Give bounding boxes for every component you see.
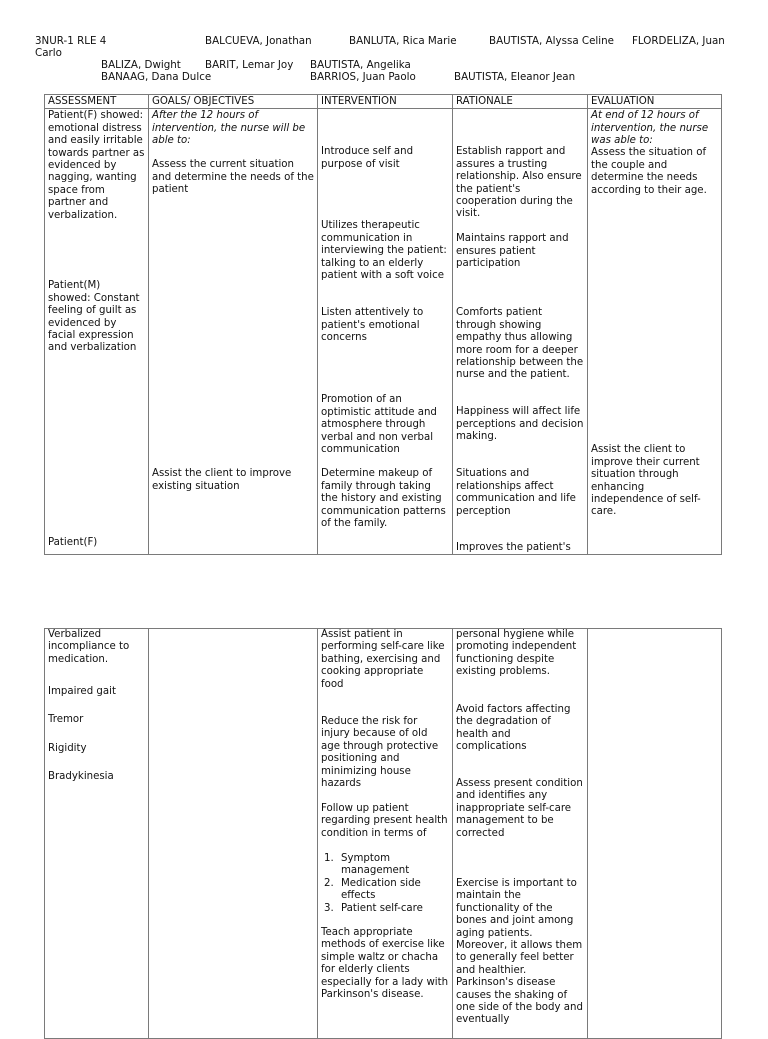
rationale-text: Establish rapport and assures a trusting relationship. Also ensure the patient's cooperation during the visit. <box>456 146 582 220</box>
rationale-text: Exercise is important to maintain the functionality of the bones and joint among aging patients. Moreover, it allows them to generally feel better and healthier. Parkinson's disease causes the shaking of one side of the body and eventually <box>456 878 583 1026</box>
goals-cell <box>149 629 318 1039</box>
member-name: BAUTISTA, Eleanor Jean <box>454 71 576 83</box>
table-row <box>45 109 722 555</box>
column-header-evaluation: EVALUATION <box>588 95 722 109</box>
column-header-rationale: RATIONALE <box>453 95 588 109</box>
goals-cell <box>149 109 318 555</box>
goal-text: Assist the client to improve existing situation <box>152 468 292 492</box>
evaluation-cell <box>588 109 722 555</box>
rationale-text: Maintains rapport and ensures patient participation <box>456 233 569 270</box>
care-plan-table-page-2 <box>44 628 722 1039</box>
list-item: 3. Patient self-care <box>324 902 423 914</box>
member-name: BARRIOS, Juan Paolo <box>310 71 416 83</box>
assessment-text: Verbalized incompliance to medication. <box>48 629 130 665</box>
column-header-goals: GOALS/ OBJECTIVES <box>149 95 318 109</box>
care-plan-table-page-1 <box>44 94 722 555</box>
intervention-text: Promotion of an optimistic attitude and atmosphere through verbal and non verbal communication <box>321 394 437 456</box>
column-header-assessment: ASSESSMENT <box>45 95 149 109</box>
intervention-text: Follow up patient regarding present health condition in terms of <box>321 803 448 839</box>
member-name: BANAAG, Dana Dulce <box>101 71 212 83</box>
course-code: 3NUR-1 RLE 4 <box>35 35 107 47</box>
goal-text: Assess the current situation and determine the needs of the patient <box>152 159 314 196</box>
assessment-cell <box>45 109 149 555</box>
intervention-text: Determine makeup of family through taking the history and existing communication patterns of the family. <box>321 468 446 530</box>
assessment-text: Patient(M) showed: Constant feeling of guilt as evidenced by facial expression and verbalization <box>48 280 140 354</box>
rationale-text: Comforts patient through showing empathy thus allowing more room for a deeper relationship between the nurse and the patient. <box>456 307 584 381</box>
column-header-intervention: INTERVENTION <box>318 95 453 109</box>
followup-list <box>321 853 449 915</box>
intervention-cell <box>318 109 453 555</box>
rationale-text: Avoid factors affecting the degradation of health and complications <box>456 704 571 753</box>
evaluation-text: Assist the client to improve their current situation through enhancing independence of self-care. <box>591 444 701 518</box>
evaluation-intro: At end of 12 hours of intervention, the nurse was able to: <box>591 110 709 147</box>
intervention-cell <box>318 629 453 1039</box>
rationale-cell <box>453 629 588 1039</box>
assessment-text: Patient(F) showed: emotional distress and easily irritable towards partner as evidenced by nagging, wanting space from partner and verbalization. <box>48 110 145 221</box>
rationale-text: Assess present condition and identifies any inappropriate self-care management to be corrected <box>456 778 583 839</box>
assessment-text: Patient(F) <box>48 537 98 549</box>
member-name: FLORDELIZA, Juan <box>632 35 725 47</box>
assessment-text: Impaired gait <box>48 686 116 697</box>
rationale-text: Happiness will affect life perceptions and decision making. <box>456 406 584 443</box>
assessment-text: Rigidity <box>48 743 87 754</box>
table-row <box>45 629 722 1039</box>
intervention-text: Assist patient in performing self-care like bathing, exercising and cooking appropriate food <box>321 629 445 690</box>
intervention-text: Listen attentively to patient's emotional concerns <box>321 307 424 344</box>
member-name: BALCUEVA, Jonathan <box>205 35 312 47</box>
member-name: BAUTISTA, Angelika <box>310 59 411 71</box>
intervention-text: Introduce self and purpose of visit <box>321 146 414 170</box>
list-item: 2. Medication side effects <box>324 877 421 902</box>
member-name: BARIT, Lemar Joy <box>205 59 294 71</box>
evaluation-cell <box>588 629 722 1039</box>
assessment-text: Tremor <box>48 714 84 725</box>
member-name: BAUTISTA, Alyssa Celine <box>489 35 615 47</box>
member-name-wrap: Carlo <box>35 47 62 59</box>
table-header-row <box>45 95 722 109</box>
rationale-text: personal hygiene while promoting independent functioning despite existing problems. <box>456 629 577 678</box>
member-name: BALIZA, Dwight <box>101 59 181 71</box>
intervention-text: Utilizes therapeutic communication in interviewing the patient: talking to an elderly patient with a soft voice <box>321 220 447 282</box>
list-item: 1. Symptom management <box>324 853 410 877</box>
rationale-cell <box>453 109 588 555</box>
assessment-cell <box>45 629 149 1039</box>
assessment-text: Bradykinesia <box>48 771 114 782</box>
goals-intro: After the 12 hours of intervention, the nurse will be able to: <box>152 110 306 147</box>
rationale-text: Situations and relationships affect communication and life perception <box>456 468 576 517</box>
evaluation-text: Assess the situation of the couple and determine the needs according to their age. <box>591 147 707 196</box>
rationale-text: Improves the patient's <box>456 542 571 554</box>
member-name: BANLUTA, Rica Marie <box>349 35 457 47</box>
intervention-text: Teach appropriate methods of exercise like simple waltz or chacha for elderly clients especially for a lady with Parkinson's disease. <box>321 927 449 1001</box>
intervention-text: Reduce the risk for injury because of old age through protective positioning and minimizing house hazards <box>321 716 439 790</box>
